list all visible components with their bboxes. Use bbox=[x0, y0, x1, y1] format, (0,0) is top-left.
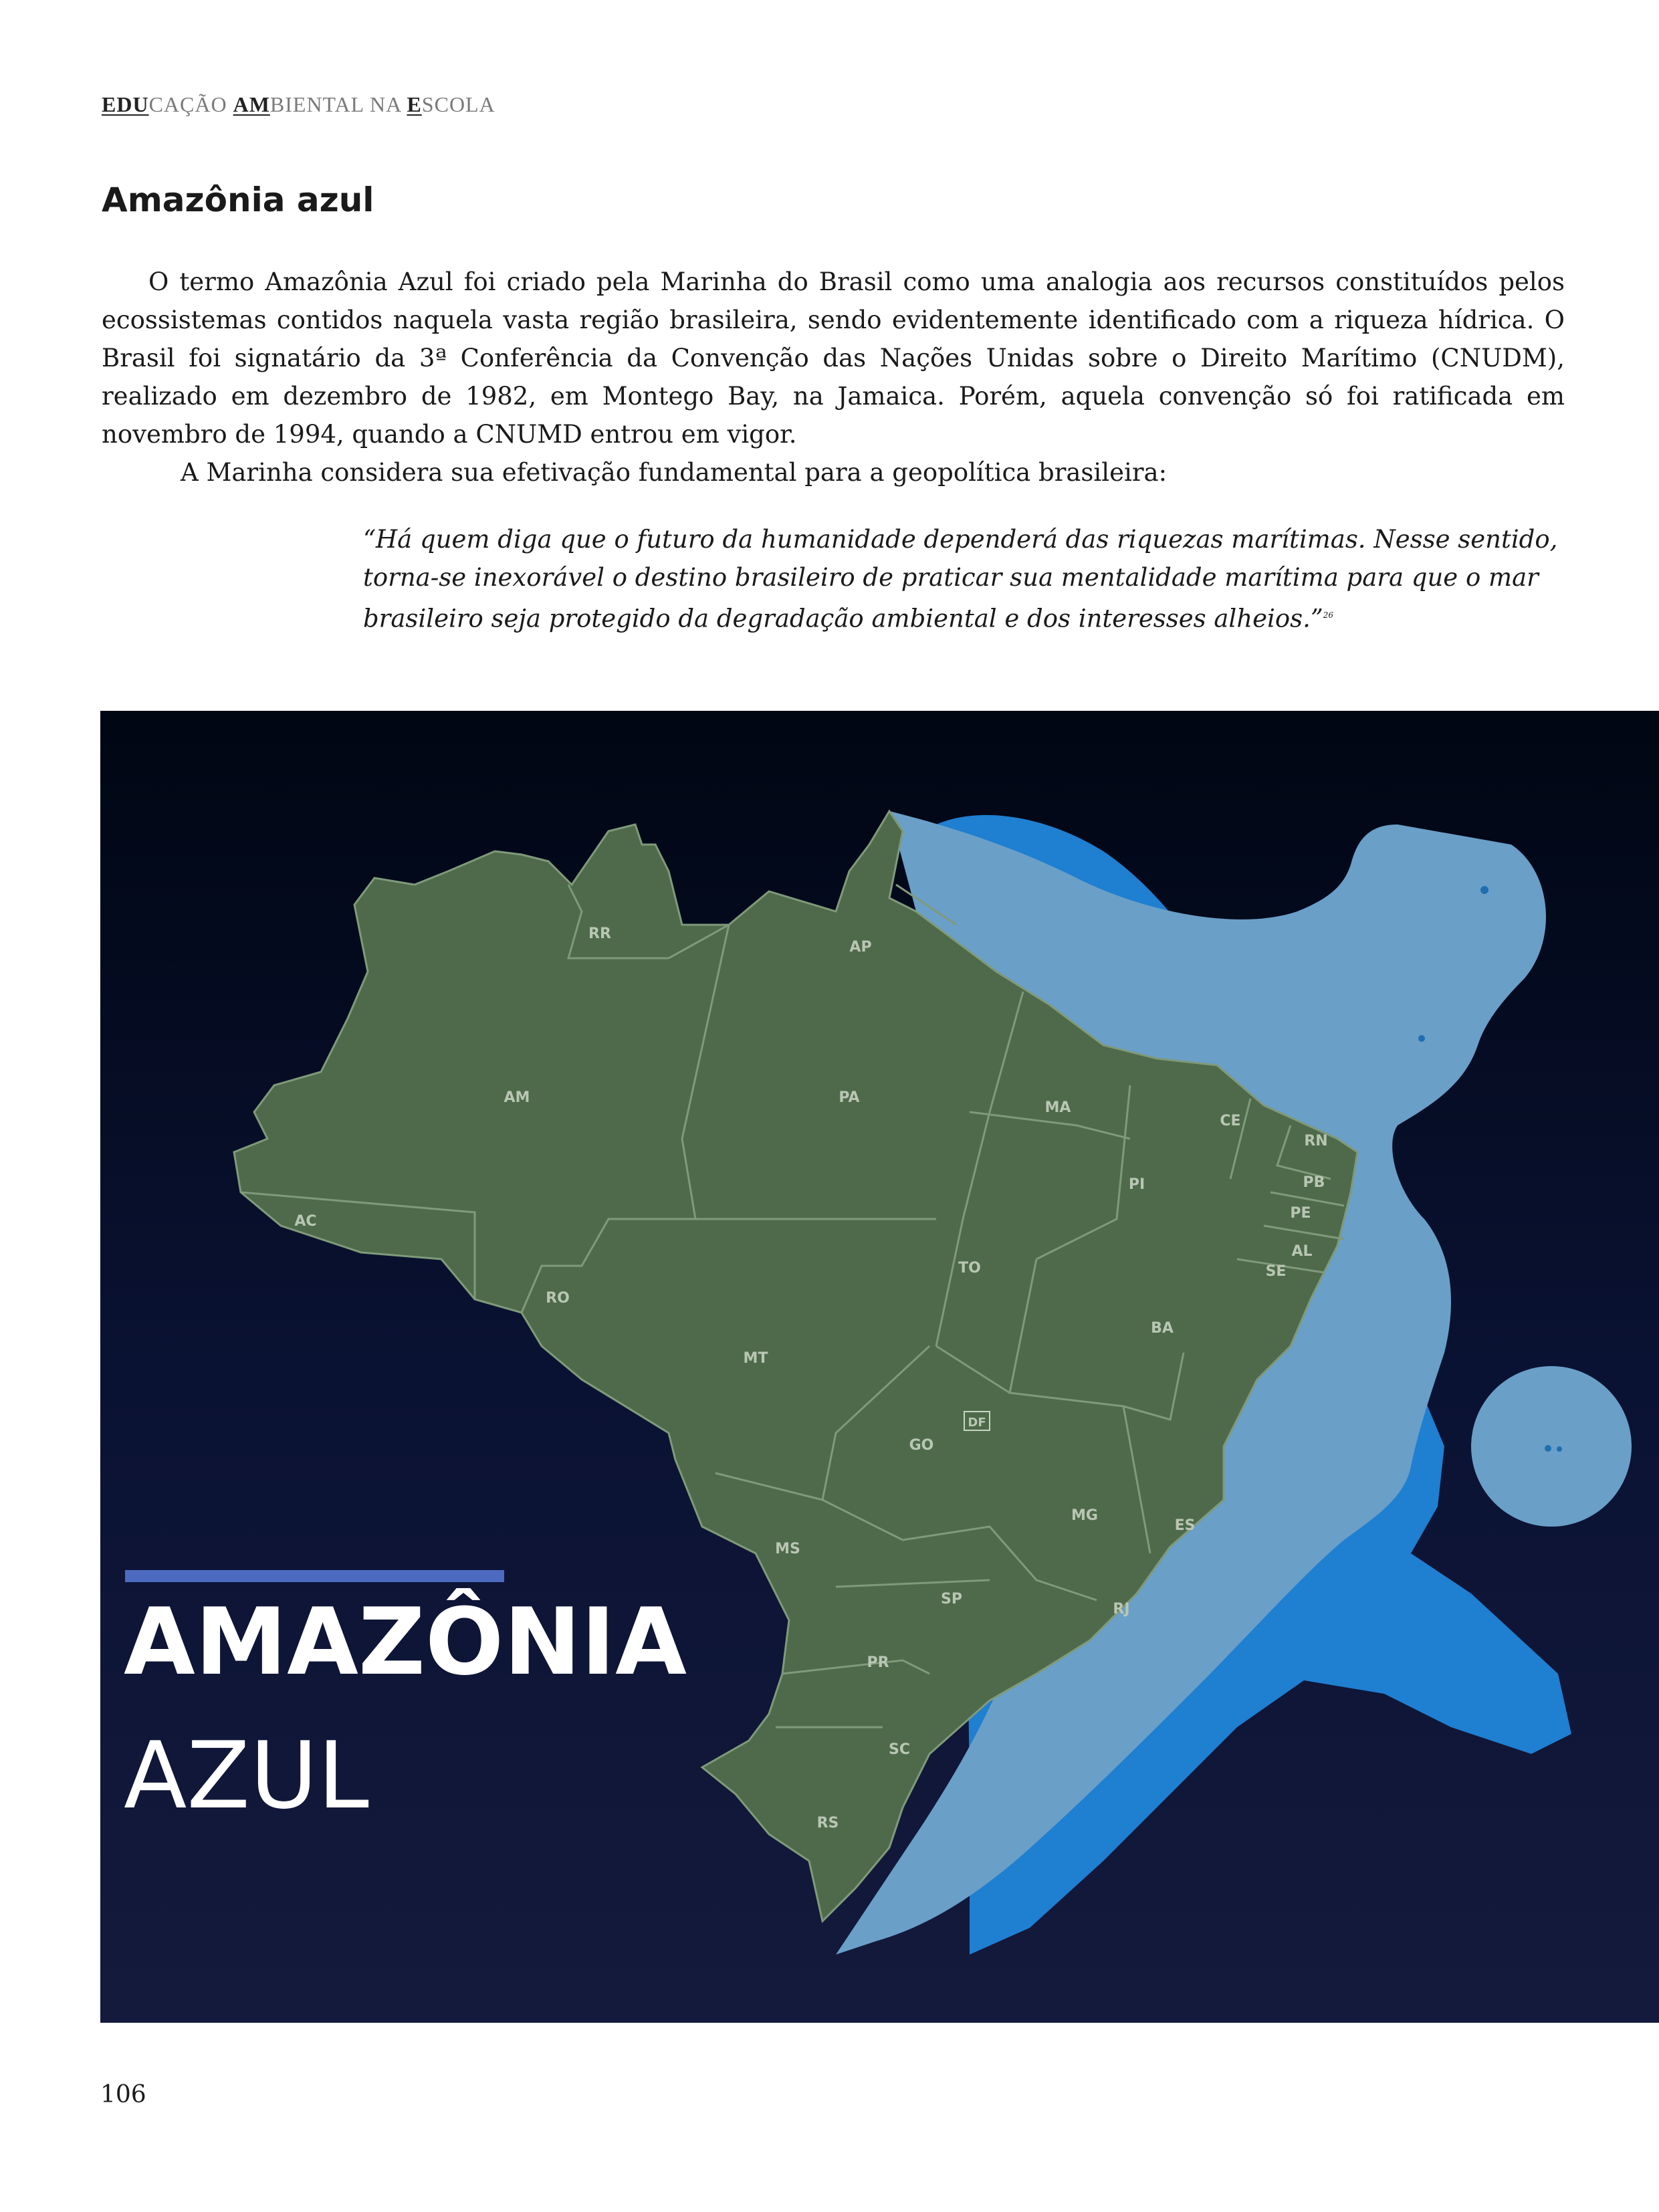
state-label: DF bbox=[968, 1416, 986, 1430]
amazonia-azul-map bbox=[100, 711, 1659, 2023]
state-label: RS bbox=[816, 1815, 839, 1832]
state-label: AP bbox=[849, 939, 872, 956]
state-label: RO bbox=[546, 1290, 570, 1307]
body-text bbox=[102, 263, 1565, 491]
running-header-part: BIENTAL NA bbox=[269, 92, 407, 116]
state-label: MT bbox=[743, 1350, 768, 1367]
state-label: SC bbox=[889, 1741, 910, 1758]
state-label: ES bbox=[1174, 1517, 1196, 1534]
state-label: RN bbox=[1304, 1133, 1328, 1149]
state-label: SE bbox=[1265, 1263, 1287, 1280]
running-header-part: E bbox=[407, 92, 422, 116]
state-label: CE bbox=[1220, 1113, 1241, 1129]
state-label: MA bbox=[1044, 1099, 1071, 1116]
state-label: PA bbox=[839, 1089, 860, 1106]
map-title-line-1: AMAZÔNIA bbox=[124, 1588, 687, 1696]
state-label: TO bbox=[958, 1260, 981, 1277]
paragraph: A Marinha considera sua efetivação fundamental para a geopolítica brasileira: bbox=[181, 458, 1168, 487]
page-number: 106 bbox=[100, 2081, 146, 2108]
state-label: AL bbox=[1291, 1243, 1313, 1260]
state-label: PR bbox=[867, 1654, 889, 1671]
running-header-part: SCOLA bbox=[421, 92, 495, 116]
running-header-part: CAÇÃO bbox=[148, 92, 233, 116]
state-label: MG bbox=[1071, 1507, 1098, 1524]
running-header-part: AM bbox=[233, 92, 270, 116]
state-label: GO bbox=[909, 1437, 934, 1454]
state-label: PE bbox=[1290, 1205, 1311, 1222]
paragraph: O termo Amazônia Azul foi criado pela Marinha do Brasil como uma analogia aos recursos constituídos pelos ecossistemas contidos naquela vasta região brasileira, sendo evidentemente identificado com a riqueza hídrica. O Brasil foi signatário da 3ª Conferência da Convenção das Nações Unidas sobre o Direito Marítimo (CNUDM), realizado em dezembro de 1982, em Montego Bay, na Jamaica. Porém, aquela convenção só foi ratificada em novembro de 1994, quando a CNUMD entrou em vigor. bbox=[102, 267, 1565, 449]
state-label: AC bbox=[294, 1213, 317, 1230]
block-quote bbox=[363, 520, 1560, 637]
state-label: SP bbox=[941, 1591, 962, 1608]
state-label: PI bbox=[1128, 1176, 1145, 1193]
state-label: RR bbox=[588, 925, 611, 942]
map-title-line-2: AZUL bbox=[124, 1722, 369, 1830]
state-label: BA bbox=[1151, 1320, 1174, 1337]
state-label: PB bbox=[1303, 1174, 1325, 1191]
section-title: Amazônia azul bbox=[102, 181, 374, 219]
quote-text: “Há quem diga que o futuro da humanidade dependerá das riquezas marítimas. Nesse sentido, torna-se inexorável o destino brasileiro de praticar sua mentalidade marítima para que o mar brasileiro seja protegido da degradação ambiental e dos interesses alheios.” bbox=[363, 525, 1558, 633]
running-header-part: EDU bbox=[102, 92, 149, 116]
running-header bbox=[102, 92, 495, 117]
state-label: MS bbox=[775, 1541, 800, 1557]
footnote-ref: 26 bbox=[1323, 611, 1334, 620]
state-label: RJ bbox=[1113, 1601, 1130, 1618]
title-bar bbox=[125, 1570, 504, 1582]
state-label: AM bbox=[504, 1089, 530, 1106]
